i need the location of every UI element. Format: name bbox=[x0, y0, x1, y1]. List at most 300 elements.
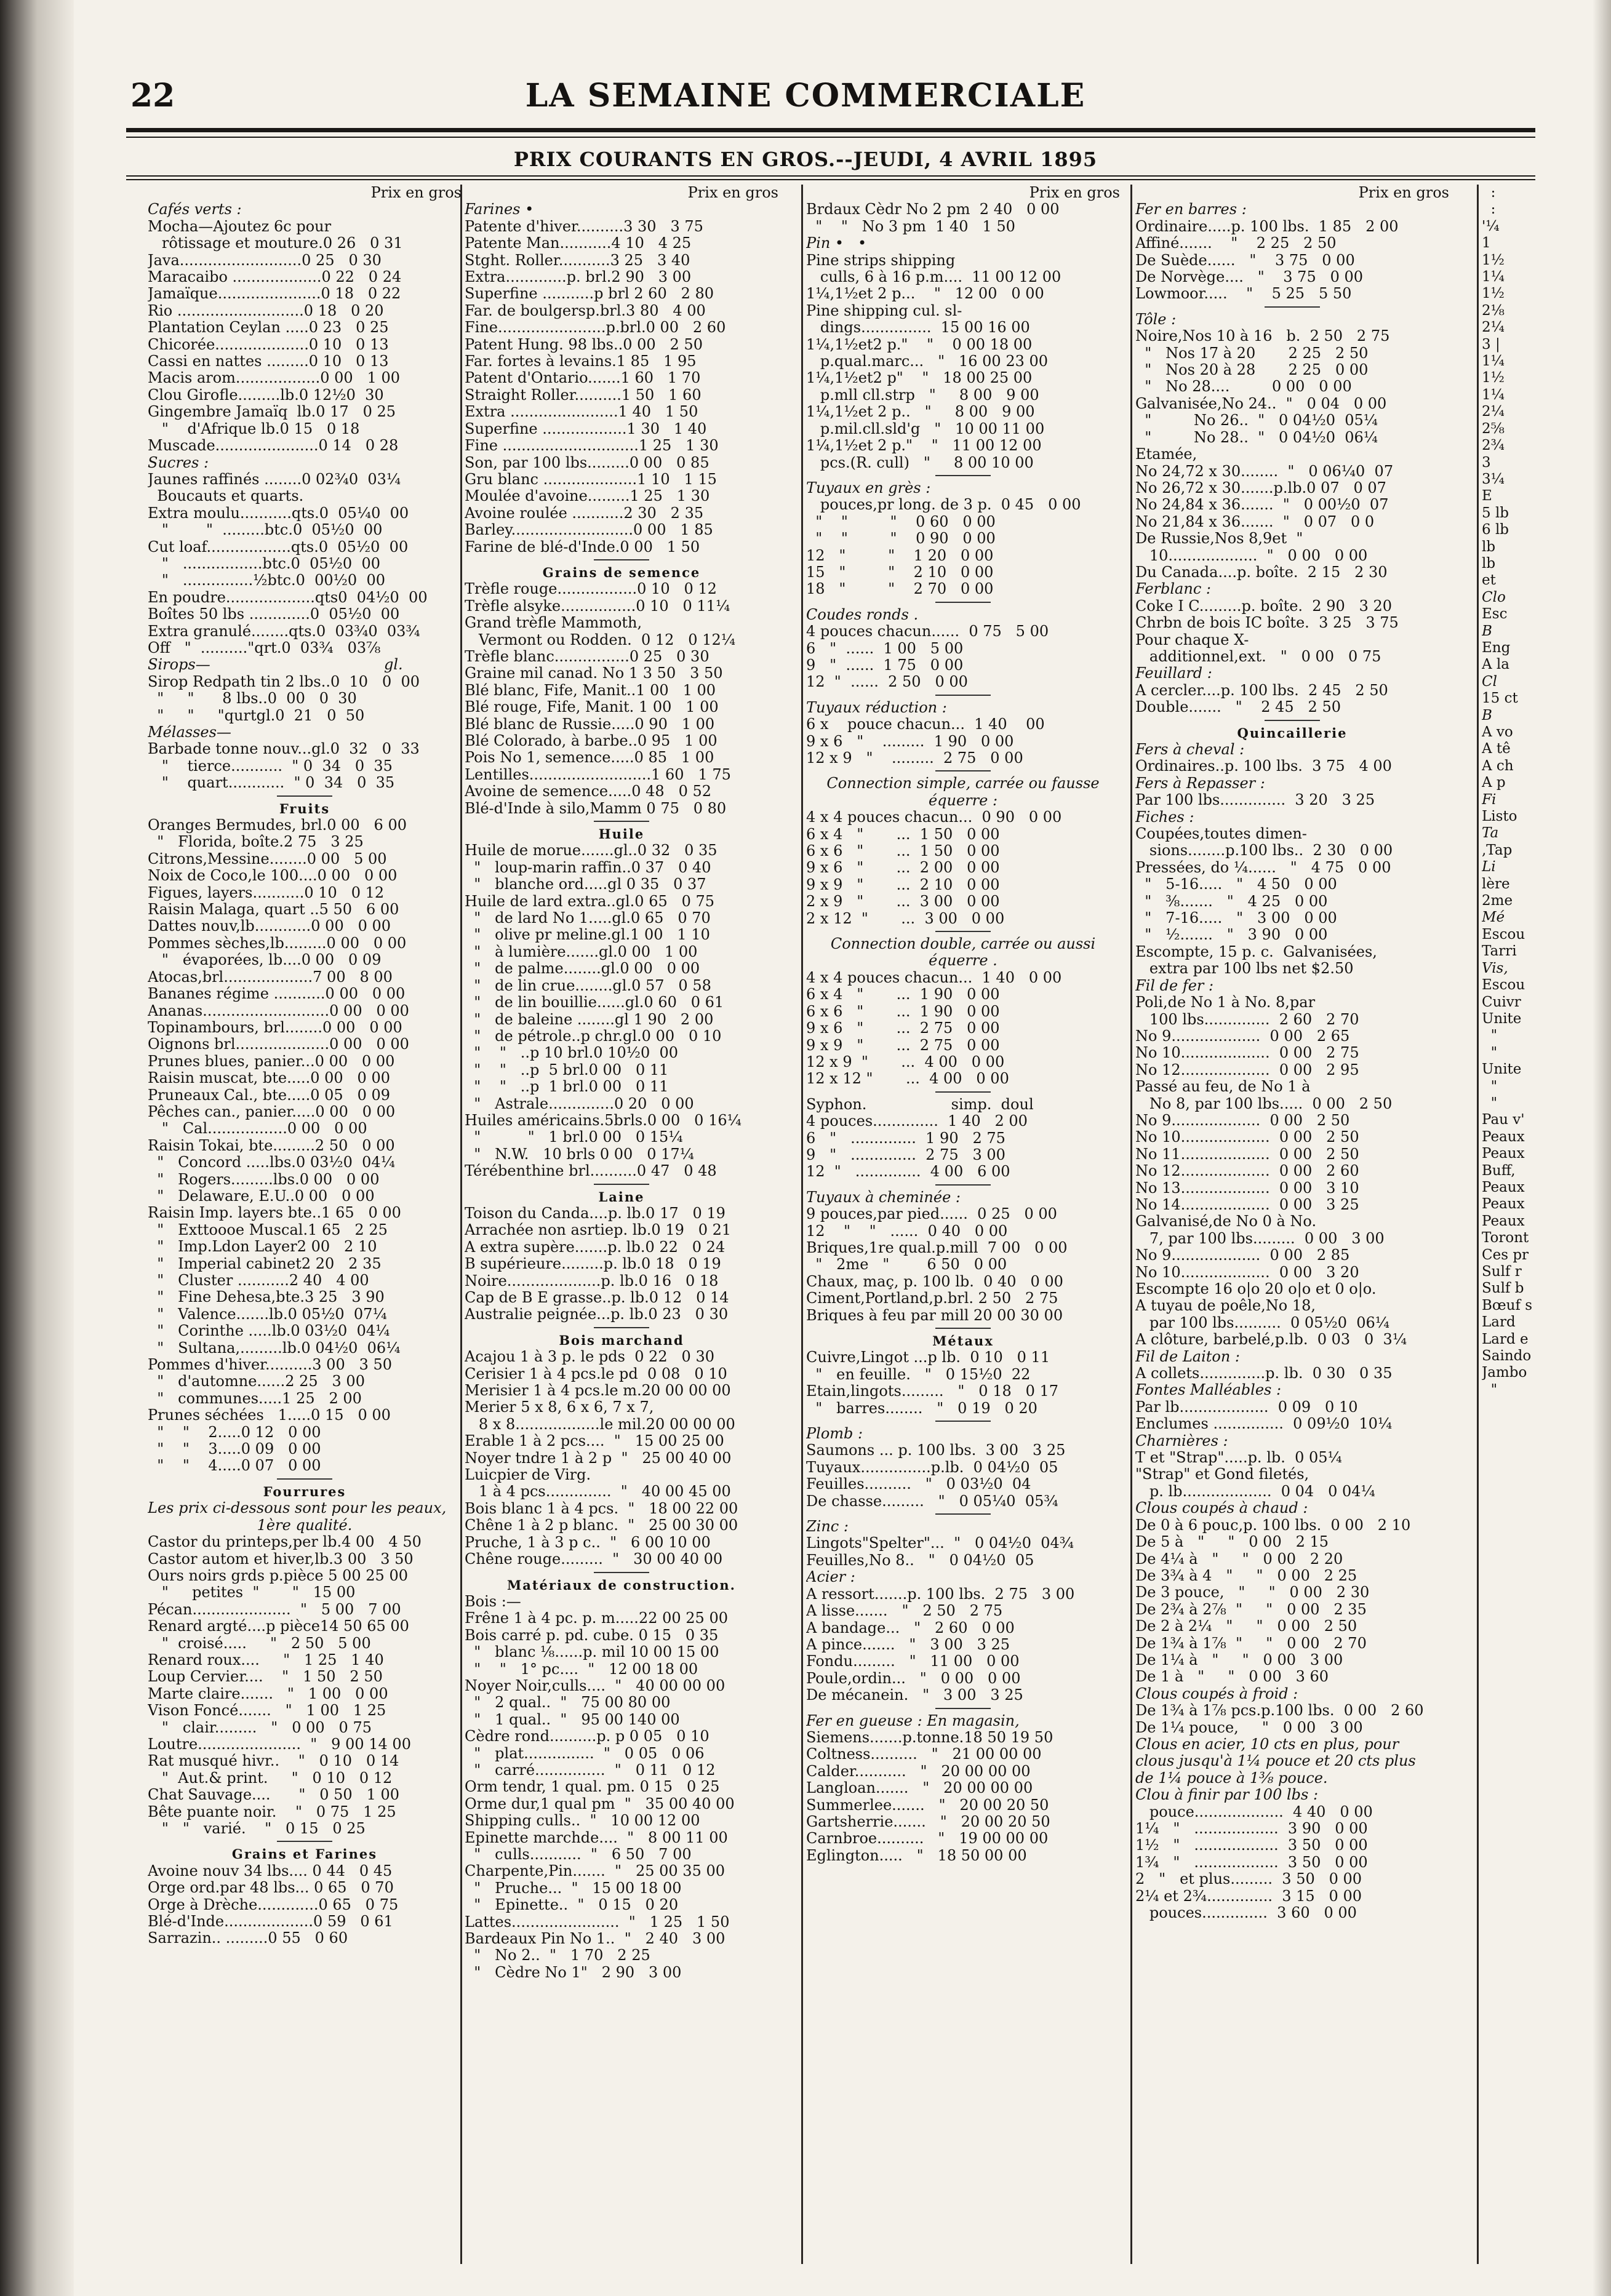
price-line: Barbade tonne nouv...gl.0 32 0 33 bbox=[148, 741, 420, 758]
price-line: Bête puante noir. " 0 75 1 25 bbox=[148, 1803, 396, 1820]
price-line: '¼ bbox=[1482, 218, 1500, 234]
price-line: " ⅜....... " 4 25 0 00 bbox=[1135, 893, 1328, 910]
price-line: " de pétrole..p chr.gl.0 00 0 10 bbox=[465, 1027, 722, 1045]
price-line: " 1 qual.. " 95 00 140 00 bbox=[465, 1711, 680, 1728]
price-line: Clo bbox=[1482, 589, 1506, 605]
price-line: " de palme........gl.0 00 0 00 bbox=[465, 960, 700, 978]
price-line: 6 " ...... 1 00 5 00 bbox=[806, 640, 964, 657]
price-line: " " 2.....0 12 0 00 bbox=[148, 1424, 321, 1441]
price-line: Connection simple, carrée ou fausse bbox=[826, 775, 1100, 792]
price-line: Charnières : bbox=[1135, 1432, 1228, 1449]
section-separator bbox=[935, 931, 991, 932]
price-line: Summerlee....... " 20 00 20 50 bbox=[806, 1796, 1049, 1814]
price-line: Fondu......... " 11 00 0 00 bbox=[806, 1653, 1020, 1670]
section-separator bbox=[277, 1841, 332, 1842]
price-line: 12 " " ...... 0 40 0 00 bbox=[806, 1222, 1008, 1240]
price-line: Mé bbox=[1482, 909, 1505, 926]
section-separator bbox=[594, 559, 649, 560]
section-separator bbox=[935, 1184, 991, 1186]
header-rule-thin bbox=[126, 137, 1535, 138]
price-line: lb bbox=[1482, 538, 1496, 555]
price-line: Prunes séchées 1.....0 15 0 00 bbox=[148, 1407, 391, 1424]
price-line: Peaux bbox=[1482, 1213, 1525, 1229]
price-line: Gingembre Jamaïq lb.0 17 0 25 bbox=[148, 404, 396, 421]
price-line: " " 3.....0 09 0 00 bbox=[148, 1441, 321, 1458]
price-line: De mécanein. " 3 00 3 25 bbox=[806, 1687, 1023, 1704]
price-line: A pince....... " 3 00 3 25 bbox=[806, 1636, 1010, 1653]
price-line: équerre . bbox=[929, 952, 997, 970]
section-separator bbox=[935, 1513, 991, 1515]
column-divider bbox=[1130, 185, 1132, 2264]
price-line: " ...............½btc.0 00½0 00 bbox=[148, 572, 385, 589]
price-line: " Rogers.........lbs.0 00 0 00 bbox=[148, 1171, 380, 1188]
price-line: sions........p.100 lbs.. 2 30 0 00 bbox=[1135, 842, 1393, 859]
price-line: 9 pouces,par pied...... 0 25 0 00 bbox=[806, 1206, 1057, 1223]
price-line: " Pruche... " 15 00 18 00 bbox=[465, 1879, 682, 1897]
price-line: No 9................... 0 00 2 50 bbox=[1135, 1112, 1350, 1129]
price-line: 4 pouces.............. 1 40 2 00 bbox=[806, 1113, 1028, 1130]
price-line: 3 | bbox=[1482, 336, 1500, 353]
price-line: 2¼ bbox=[1482, 404, 1505, 420]
price-line: 12 " " 1 20 0 00 bbox=[806, 547, 994, 564]
price-line: A tê bbox=[1482, 741, 1511, 757]
price-line: " Astrale..............0 20 0 00 bbox=[465, 1095, 694, 1112]
price-line: " à lumière.......gl.0 00 1 00 bbox=[465, 943, 698, 960]
price-line: Coke I C.........p. boîte. 2 90 3 20 bbox=[1135, 597, 1393, 615]
price-line: Cap de B E grasse..p. lb.0 12 0 14 bbox=[465, 1290, 729, 1306]
section-separator bbox=[935, 1421, 991, 1422]
price-line: " " 8 lbs..0 00 0 30 bbox=[148, 690, 357, 708]
price-line: 2¾ bbox=[1482, 437, 1505, 454]
price-line: Blé rouge, Fife, Manit. 1 00 1 00 bbox=[465, 699, 719, 716]
price-line: No 8, par 100 lbs..... 0 00 2 50 bbox=[1135, 1095, 1393, 1112]
price-line: " " "qurtgl.0 21 0 50 bbox=[148, 707, 365, 724]
price-line: Renard argté....p pièce14 50 65 00 bbox=[148, 1618, 409, 1635]
price-line: De 1¾ à 1⅞ pcs.p.100 lbs. 0 00 2 60 bbox=[1135, 1702, 1424, 1720]
price-line: Tuyaux en grès : bbox=[806, 479, 931, 496]
price-line: Huiles américains.5brls.0 00 0 16¼ bbox=[465, 1112, 742, 1129]
price-line: 9 " ...... 1 75 0 00 bbox=[806, 656, 964, 674]
price-line: Huile de lard extra..gl.0 65 0 75 bbox=[465, 893, 715, 910]
price-line: Eng bbox=[1482, 639, 1511, 656]
price-line: Ordinaire.....p. 100 lbs. 1 85 2 00 bbox=[1135, 218, 1399, 235]
price-line: Raisin Imp. layers bte..1 65 0 00 bbox=[148, 1205, 401, 1222]
price-line: p.mil.cll.sld'g " 10 00 11 00 bbox=[806, 420, 1045, 437]
price-line: Chrbn de bois IC boîte. 3 25 3 75 bbox=[1135, 615, 1399, 632]
price-line: De 1¼ à " " 0 00 3 00 bbox=[1135, 1651, 1343, 1668]
section-heading: Matériaux de construction. bbox=[507, 1577, 736, 1593]
price-line: ,Tap bbox=[1482, 842, 1513, 858]
price-line: Sirops— gl. bbox=[148, 656, 403, 674]
price-column-2 bbox=[465, 185, 778, 1981]
price-line: De 2¾ à 2⅞ " " 0 00 2 35 bbox=[1135, 1601, 1367, 1618]
price-line: Figues, layers...........0 10 0 12 bbox=[148, 884, 385, 901]
price-line: Chicorée....................0 10 0 13 bbox=[148, 336, 389, 353]
price-line: Cassi en nattes .........0 10 0 13 bbox=[148, 353, 389, 370]
price-line: No 10................... 0 00 2 75 bbox=[1135, 1045, 1359, 1062]
price-line: Toison du Canda....p. lb.0 17 0 19 bbox=[465, 1205, 726, 1222]
price-line: Fer en gueuse : En magasin, bbox=[806, 1712, 1020, 1729]
price-line: 12 " .............. 4 00 6 00 bbox=[806, 1163, 1010, 1181]
price-line: 2¼ bbox=[1482, 319, 1505, 336]
price-line: Briques à feu par mill 20 00 30 00 bbox=[806, 1307, 1063, 1324]
price-line: " d'Afrique lb.0 15 0 18 bbox=[148, 420, 360, 437]
price-line: Avoine de semence.....0 48 0 52 bbox=[465, 783, 712, 800]
section-heading: Grains et Farines bbox=[231, 1846, 378, 1862]
price-line: Etain,lingots......... " 0 18 0 17 bbox=[806, 1383, 1059, 1400]
price-line: Li bbox=[1482, 859, 1496, 875]
price-line: Mocha—Ajoutez 6c pour bbox=[148, 218, 332, 235]
price-line: A ch bbox=[1482, 757, 1514, 774]
price-line: Chêne 1 à 2 p blanc. " 25 00 30 00 bbox=[465, 1517, 738, 1534]
price-line: A lisse....... " 2 50 2 75 bbox=[806, 1603, 1003, 1620]
price-line: lb bbox=[1482, 555, 1496, 572]
price-line: Blé Colorado, à barbe..0 95 1 00 bbox=[465, 733, 718, 749]
price-line: Boucauts et quarts. bbox=[148, 488, 304, 505]
section-heading: Bois marchand bbox=[559, 1332, 684, 1348]
price-line: Ces pr bbox=[1482, 1246, 1529, 1263]
price-line: Noire....................p. lb.0 16 0 18 bbox=[465, 1272, 719, 1290]
price-line: 9 x 6 " ... 2 00 0 00 bbox=[806, 859, 1000, 877]
section-separator bbox=[935, 475, 991, 476]
price-line: " Cal.................0 00 0 00 bbox=[148, 1120, 367, 1138]
price-line: Jambo bbox=[1482, 1365, 1527, 1381]
price-line: Lard bbox=[1482, 1314, 1516, 1331]
price-line: 6 lb bbox=[1482, 522, 1509, 538]
price-line: Atocas,brl...................7 00 8 00 bbox=[148, 968, 393, 986]
price-line: A tuyau de poêle,No 18, bbox=[1135, 1297, 1316, 1315]
price-line: Fontes Malléables : bbox=[1135, 1382, 1282, 1399]
price-line: Briques,1re qual.p.mill 7 00 0 00 bbox=[806, 1239, 1068, 1256]
price-line: Clou Girofle.........lb.0 12½0 30 bbox=[148, 386, 384, 404]
price-line: pouce................... 4 40 0 00 bbox=[1135, 1803, 1373, 1820]
price-line: Fer en barres : bbox=[1135, 201, 1247, 218]
section-separator bbox=[935, 1328, 991, 1329]
section-separator bbox=[935, 602, 991, 603]
price-line: " 7-16..... " 3 00 0 00 bbox=[1135, 910, 1337, 927]
price-line: 6 x 6 " ... 1 50 0 00 bbox=[806, 843, 1000, 860]
price-line: Zinc : bbox=[806, 1518, 849, 1536]
price-line: Trèfle alsyke................0 10 0 11¼ bbox=[465, 597, 730, 615]
price-line: Escou bbox=[1482, 977, 1525, 994]
price-line: " " .........btc.0 05½0 00 bbox=[148, 522, 383, 539]
price-line: " Florida, boîte.2 75 3 25 bbox=[148, 834, 364, 851]
section-separator bbox=[594, 1572, 649, 1573]
price-line: A p bbox=[1482, 775, 1506, 791]
section-separator bbox=[935, 770, 991, 771]
price-line: Toront bbox=[1482, 1230, 1529, 1246]
price-line: Ciment,Portland,p.brl. 2 50 2 75 bbox=[806, 1290, 1058, 1307]
price-line: 7, par 100 lbs......... 0 00 3 00 bbox=[1135, 1230, 1385, 1247]
price-line: Listo bbox=[1482, 808, 1517, 825]
price-line: Unite bbox=[1482, 1010, 1522, 1027]
price-line: Macis arom..................0 00 1 00 bbox=[148, 370, 401, 387]
price-line: " " 1 brl.0 00 0 15¼ bbox=[465, 1129, 683, 1146]
price-line: 1½ bbox=[1482, 370, 1505, 386]
price-line: De Suède...... " 3 75 0 00 bbox=[1135, 252, 1355, 269]
price-line: Feuilles.......... " 0 03½0 04 bbox=[806, 1476, 1031, 1493]
price-line: lère bbox=[1482, 875, 1510, 892]
price-line: Chat Sauvage.... " 0 50 1 00 bbox=[148, 1787, 400, 1804]
price-line: " Fine Dehesa,bte.3 25 3 90 bbox=[148, 1289, 385, 1306]
price-line: Escompte 16 o|o 20 o|o et 0 o|o. bbox=[1135, 1281, 1377, 1297]
price-line: " d'automne......2 25 3 00 bbox=[148, 1373, 365, 1390]
subtitle-rule bbox=[126, 175, 1535, 177]
price-line: A clôture, barbelé,p.lb. 0 03 0 3¼ bbox=[1135, 1331, 1407, 1349]
price-line: Cuivre,Lingot ...p lb. 0 10 0 11 bbox=[806, 1349, 1050, 1366]
price-line: Tuyaux à cheminée : bbox=[806, 1189, 961, 1206]
price-line: Blé-d'Inde à silo,Mamm 0 75 0 80 bbox=[465, 800, 727, 817]
price-line: " " ..p 5 brl.0 00 0 11 bbox=[465, 1061, 669, 1078]
price-line: 12 x 9 " ... 4 00 0 00 bbox=[806, 1053, 1005, 1070]
price-line: De 1¾ à 1⅞ " " 0 00 2 70 bbox=[1135, 1635, 1367, 1652]
price-line: Renard roux.... " 1 25 1 40 bbox=[148, 1651, 384, 1668]
price-line: Superfine ...........p brl 2 60 2 80 bbox=[465, 285, 714, 303]
price-line: Escou bbox=[1482, 926, 1525, 943]
price-line: " No 28.. " 0 04½0 06¼ bbox=[1135, 429, 1378, 446]
price-line: " " " 0 60 0 00 bbox=[806, 513, 996, 530]
price-line: Cuivr bbox=[1482, 994, 1521, 1010]
price-line: " Aut.& print. " 0 10 0 12 bbox=[148, 1769, 393, 1787]
price-line: Barley..........................0 00 1 85 bbox=[465, 522, 713, 539]
price-line: Peaux bbox=[1482, 1146, 1525, 1162]
price-line: 1½ " .................. 3 50 0 00 bbox=[1135, 1837, 1368, 1854]
price-line: Pau v' bbox=[1482, 1112, 1525, 1128]
price-line: 6 x pouce chacun... 1 40 00 bbox=[806, 716, 1045, 733]
price-line: Passé au feu, de No 1 à bbox=[1135, 1078, 1311, 1096]
price-line: De 3 pouce, " " 0 00 2 30 bbox=[1135, 1584, 1370, 1601]
price-line: Saindo bbox=[1482, 1348, 1532, 1365]
price-line: Bardeaux Pin No 1.. " 2 40 3 00 bbox=[465, 1931, 726, 1948]
price-line: " Exttoooe Muscal.1 65 2 25 bbox=[148, 1221, 388, 1238]
price-line: Pressées, do ¼...... " 4 75 0 00 bbox=[1135, 859, 1391, 876]
price-line: Cl bbox=[1482, 673, 1497, 690]
price-line: 9 x 9 " ... 2 75 0 00 bbox=[806, 1037, 1000, 1054]
price-line: 1 à 4 pcs.............. " 40 00 45 00 bbox=[465, 1483, 731, 1501]
price-line: Huile de morue.......gl..0 32 0 35 bbox=[465, 842, 718, 859]
price-line: No 12................... 0 00 2 60 bbox=[1135, 1163, 1359, 1180]
price-line: Par 100 lbs.............. 3 20 3 25 bbox=[1135, 792, 1375, 809]
section-heading: Fruits bbox=[279, 800, 330, 816]
price-line: Peaux bbox=[1482, 1128, 1525, 1145]
price-line: de 1¼ pouce à 1⅜ pouce. bbox=[1135, 1769, 1328, 1787]
price-line: Coudes ronds . bbox=[806, 606, 919, 623]
price-line: " en feuille. " 0 15½0 22 bbox=[806, 1366, 1031, 1383]
price-line: Escompte, 15 p. c. Galvanisées, bbox=[1135, 943, 1377, 960]
price-line: Enclumes ............... 0 09½0 10¼ bbox=[1135, 1416, 1393, 1433]
price-line: De 0 à 6 pouc,p. 100 lbs. 0 00 2 10 bbox=[1135, 1517, 1411, 1534]
price-line: Fiches : bbox=[1135, 808, 1194, 826]
price-line: 9 x 6 " ... 2 75 0 00 bbox=[806, 1020, 1000, 1037]
price-line: De chasse......... " 0 05¼0 05¾ bbox=[806, 1493, 1058, 1510]
price-line: Peaux bbox=[1482, 1179, 1525, 1195]
price-line: Orm tendr, 1 qual. pm. 0 15 0 25 bbox=[465, 1779, 720, 1796]
price-line: Trèfle rouge.................0 10 0 12 bbox=[465, 581, 717, 598]
column-divider bbox=[801, 185, 803, 2264]
price-line: " barres........ " 0 19 0 20 bbox=[806, 1400, 1037, 1417]
price-line: Marte claire....... " 1 00 0 00 bbox=[148, 1685, 388, 1702]
price-line: " croisé..... " 2 50 5 00 bbox=[148, 1635, 371, 1652]
price-line: Trèfle blanc................0 25 0 30 bbox=[465, 648, 710, 665]
price-line: Muscade......................0 14 0 28 bbox=[148, 437, 399, 455]
price-line: pouces,pr long. de 3 p. 0 45 0 00 bbox=[806, 496, 1081, 514]
price-line: 1 bbox=[1482, 235, 1491, 252]
price-line: 4 x 4 pouces chacun... 0 90 0 00 bbox=[806, 809, 1062, 826]
price-line: Double....... " 2 45 2 50 bbox=[1135, 699, 1341, 716]
price-line: 1¼,1½et2 p" " 18 00 25 00 bbox=[806, 370, 1033, 387]
price-line: De Russie,Nos 8,9et " bbox=[1135, 530, 1303, 548]
price-line: Son, par 100 lbs.........0 00 0 85 bbox=[465, 454, 710, 471]
price-line: pouces.............. 3 60 0 00 bbox=[1135, 1905, 1357, 1922]
price-line: 12 x 9 " ......... 2 75 0 00 bbox=[806, 750, 1023, 767]
price-line: " ½....... " 3 90 0 00 bbox=[1135, 927, 1328, 944]
price-line: clous jusqu'à 1¼ pouce et 20 cts plus bbox=[1135, 1753, 1416, 1770]
price-line: Extra granulé........qts.0 03¾0 03¾ bbox=[148, 623, 420, 640]
price-line: " 5-16..... " 4 50 0 00 bbox=[1135, 876, 1337, 893]
price-line: Pin • • bbox=[806, 235, 867, 252]
price-line: Merisier 1 à 4 pcs.le m.20 00 00 00 bbox=[465, 1382, 731, 1400]
price-line: Sulf b bbox=[1482, 1280, 1524, 1297]
price-line: Farines • bbox=[465, 201, 534, 218]
price-line: Orge à Drèche.............0 65 0 75 bbox=[148, 1896, 399, 1913]
price-line: Extra moulu...........qts.0 05¼0 00 bbox=[148, 504, 409, 522]
price-line: 12 x 12 " ... 4 00 0 00 bbox=[806, 1070, 1009, 1088]
price-line: Vison Foncé....... " 1 00 1 25 bbox=[148, 1702, 386, 1720]
price-line: 9 x 9 " ... 2 10 0 00 bbox=[806, 876, 1000, 893]
price-line: Bois :— bbox=[465, 1593, 521, 1610]
price-line: " " ..p 1 brl.0 00 0 11 bbox=[465, 1078, 669, 1096]
section-separator bbox=[1265, 306, 1320, 308]
price-line: " communes.....1 25 2 00 bbox=[148, 1390, 362, 1407]
price-line: pcs.(R. cull) " 8 00 10 00 bbox=[806, 454, 1034, 471]
price-column-1 bbox=[148, 185, 462, 1947]
price-line: No 9................... 0 00 2 65 bbox=[1135, 1027, 1350, 1045]
price-line: Sulf r bbox=[1482, 1264, 1522, 1280]
price-line: Unite bbox=[1482, 1061, 1522, 1078]
price-line: p.mll cll.strp " 8 00 9 00 bbox=[806, 386, 1039, 404]
price-line: Extra .......................1 40 1 50 bbox=[465, 404, 698, 421]
price-line: Fi bbox=[1482, 791, 1497, 808]
price-line: Feuillard : bbox=[1135, 665, 1212, 682]
price-line: Maracaibo ...................0 22 0 24 bbox=[148, 269, 402, 286]
price-line: Raisin muscat, bte.....0 00 0 00 bbox=[148, 1070, 390, 1087]
price-line: " blanche ord.....gl 0 35 0 37 bbox=[465, 876, 706, 893]
price-line: No 13................... 0 00 3 10 bbox=[1135, 1179, 1359, 1197]
price-line: Pêches can., panier.....0 00 0 00 bbox=[148, 1103, 396, 1120]
price-line: Fers à cheval : bbox=[1135, 741, 1245, 758]
price-line: 1½ bbox=[1482, 285, 1505, 302]
price-line: No 10................... 0 00 3 20 bbox=[1135, 1264, 1359, 1281]
price-line: Pommes sèches,lb.........0 00 0 00 bbox=[148, 935, 407, 952]
price-line: Noyer Noir,culls.... " 40 00 00 00 bbox=[465, 1677, 726, 1694]
price-line: Galvanisé,de No 0 à No. bbox=[1135, 1213, 1317, 1230]
section-subtitle: PRIX COURANTS EN GROS.--JEUDI, 4 AVRIL 1895 bbox=[513, 148, 1098, 171]
price-line: Avoine nouv 34 lbs.... 0 44 0 45 bbox=[148, 1862, 393, 1879]
price-line: Cèdre rond..........p. p 0 05 0 10 bbox=[465, 1728, 710, 1745]
price-line: 1¼ bbox=[1482, 353, 1505, 370]
price-line: " 2 qual.. " 75 00 80 00 bbox=[465, 1694, 671, 1712]
price-line: Chaux, maç, p. 100 lb. 0 40 0 00 bbox=[806, 1273, 1063, 1290]
section-separator bbox=[935, 1708, 991, 1709]
section-separator bbox=[594, 1327, 649, 1328]
price-line: Citrons,Messine........0 00 5 00 bbox=[148, 850, 387, 867]
price-line: 1ère qualité. bbox=[257, 1517, 353, 1534]
price-line: 100 lbs.............. 2 60 2 70 bbox=[1135, 1011, 1359, 1028]
price-line: Coltness.......... " 21 00 00 00 bbox=[806, 1746, 1042, 1763]
price-line: Clous en acier, 10 cts en plus, pour bbox=[1135, 1736, 1399, 1753]
price-line: De 1¼ pouce, " 0 00 3 00 bbox=[1135, 1719, 1363, 1736]
price-line: 1½ bbox=[1482, 252, 1505, 268]
price-line: 2 x 12 " ... 3 00 0 00 bbox=[806, 910, 1005, 927]
price-line: " " No 3 pm 1 40 1 50 bbox=[806, 218, 1015, 235]
price-line: " Nos 20 à 28 2 25 0 00 bbox=[1135, 362, 1369, 379]
price-line: Fil de fer : bbox=[1135, 977, 1214, 994]
price-line: No 24,84 x 36....... " 0 00½0 07 bbox=[1135, 496, 1389, 514]
section-heading: Fourrures bbox=[263, 1483, 346, 1499]
price-line: Vermont ou Rodden. 0 12 0 12¼ bbox=[465, 631, 735, 648]
price-line: 10................... " 0 00 0 00 bbox=[1135, 547, 1368, 564]
price-line: Lingots"Spelter"... " 0 04½0 04¾ bbox=[806, 1535, 1074, 1552]
price-line: Clous coupés à froid : bbox=[1135, 1685, 1298, 1702]
price-line: Grand trèfle Mammoth, bbox=[465, 615, 642, 632]
price-line: " Nos 17 à 20 2 25 2 50 bbox=[1135, 345, 1369, 362]
price-line: " Imp.Ldon Layer2 00 2 10 bbox=[148, 1238, 377, 1256]
price-line: Acajou 1 à 3 p. le pds 0 22 0 30 bbox=[465, 1349, 714, 1366]
price-line: Lattes....................... " 1 25 1 50 bbox=[465, 1913, 730, 1931]
price-line: " Concord .....lbs.0 03½0 04¼ bbox=[148, 1154, 395, 1171]
price-line: culls, 6 à 16 p.m.... 11 00 12 00 bbox=[806, 269, 1061, 286]
price-line: De 2 à 2¼ " " 0 00 2 50 bbox=[1135, 1618, 1357, 1635]
price-line: : bbox=[1482, 185, 1496, 201]
price-line: Brdaux Cèdr No 2 pm 2 40 0 00 bbox=[806, 201, 1060, 218]
price-line: 6 x 4 " ... 1 90 0 00 bbox=[806, 986, 1000, 1003]
price-line: De Norvège.... " 3 75 0 00 bbox=[1135, 269, 1364, 286]
price-line: " quart............ " 0 34 0 35 bbox=[148, 775, 395, 792]
price-line: Rio ...........................0 18 0 20 bbox=[148, 302, 384, 319]
price-line: 4 x 4 pouces chacun... 1 40 0 00 bbox=[806, 969, 1062, 986]
price-line: Noire,Nos 10 à 16 b. 2 50 2 75 bbox=[1135, 328, 1390, 345]
price-line: Tuyaux réduction : bbox=[806, 699, 947, 716]
price-line: Calder........... " 20 00 00 00 bbox=[806, 1763, 1031, 1780]
price-line: 1¼,1½et2 p." " 0 00 18 00 bbox=[806, 336, 1033, 353]
price-line: " " varié. " 0 15 0 25 bbox=[148, 1820, 366, 1837]
price-line: 1¾ " .................. 3 50 0 00 bbox=[1135, 1854, 1368, 1871]
price-line: 1¼ bbox=[1482, 269, 1505, 285]
price-line: Luicpier de Virg. bbox=[465, 1467, 591, 1484]
price-line: A cercler....p. 100 lbs. 2 45 2 50 bbox=[1135, 682, 1388, 699]
price-header: Prix en gros bbox=[1358, 185, 1449, 201]
price-line: Java..........................0 25 0 30 bbox=[148, 252, 382, 269]
price-line: Epinette marchde.... " 8 00 11 00 bbox=[465, 1829, 728, 1846]
price-line: A collets..............p. lb. 0 30 0 35 bbox=[1135, 1365, 1393, 1382]
price-line: 1¼,1½et 2 p." " 11 00 12 00 bbox=[806, 437, 1042, 455]
price-line: No 10................... 0 00 2 50 bbox=[1135, 1129, 1359, 1146]
price-line: No 11................... 0 00 2 50 bbox=[1135, 1146, 1359, 1163]
price-line: Ananas...........................0 00 0 00 bbox=[148, 1002, 409, 1019]
price-line: Pécan..................... " 5 00 7 00 bbox=[148, 1601, 401, 1618]
price-line: Ordinaires..p. 100 lbs. 3 75 4 00 bbox=[1135, 758, 1392, 775]
price-line: p.qual.marc... " 16 00 23 00 bbox=[806, 353, 1049, 370]
price-line: Boîtes 50 lbs .............0 05½0 00 bbox=[148, 606, 400, 623]
price-line: Esc bbox=[1482, 606, 1508, 623]
price-line: Acier : bbox=[806, 1569, 855, 1586]
price-line: Avoine roulée ...........2 30 2 35 bbox=[465, 504, 704, 522]
price-line: Plomb : bbox=[806, 1425, 863, 1443]
price-line: Merier 5 x 8, 6 x 6, 7 x 7, bbox=[465, 1399, 654, 1416]
price-line: Off " .........."qrt.0 03¾ 03⅞ bbox=[148, 639, 381, 656]
price-line: Clou à finir par 100 lbs : bbox=[1135, 1787, 1319, 1804]
price-line: Térébenthine brl..........0 47 0 48 bbox=[465, 1163, 717, 1180]
